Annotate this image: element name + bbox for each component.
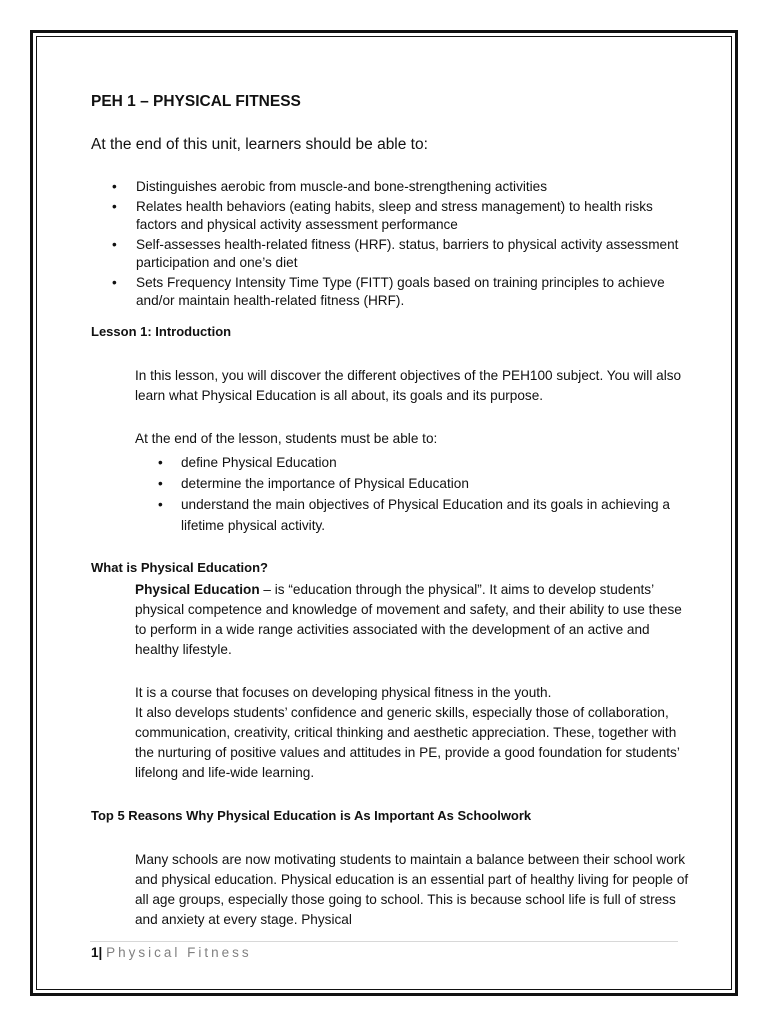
definition-term: Physical Education <box>135 582 260 597</box>
definition-paragraph: Physical Education – is “education through the physical”. It aims to develop students’ physical competence and knowledge of movement and safety, and their ability to use these to perform in a wide range activities associated with the development of an active and healthy lifestyle. <box>135 582 682 657</box>
bullet-icon: • <box>112 179 117 194</box>
list-item: • Self-assesses health-related fitness (HRF). status, barriers to physical activity assessment participation and one’s diet <box>112 237 679 270</box>
list-item: • understand the main objectives of Physical Education and its goals in achieving a lifetime physical activity. <box>158 494 678 536</box>
bullet-icon: • <box>112 237 117 252</box>
reasons-paragraph: Many schools are now motivating students to maintain a balance between their school work and physical education. Physical education is an essential part of healthy living for people of all age groups, especially those going to school. This is because school life is full of stress and anxiety at every stage. Physical <box>135 852 689 927</box>
bullet-icon: • <box>158 497 163 512</box>
list-item: • Relates health behaviors (eating habits, sleep and stress management) to health risks factors and physical activity assessment performance <box>112 199 653 232</box>
footer-separator: | <box>98 945 103 960</box>
bullet-icon: • <box>112 199 117 214</box>
lesson-goals-lead: At the end of the lesson, students must be able to: <box>135 431 438 446</box>
bullet-icon: • <box>112 275 117 290</box>
lesson-goals-list <box>158 452 678 536</box>
section-heading: What is Physical Education? <box>91 560 268 575</box>
unit-objectives-heading: At the end of this unit, learners should be able to: <box>91 136 428 153</box>
section-heading: Top 5 Reasons Why Physical Education is As Important As Schoolwork <box>91 808 532 823</box>
document-title: PEH 1 – PHYSICAL FITNESS <box>91 93 301 110</box>
unit-objectives-list <box>112 178 692 310</box>
pe-description-paragraph: It is a course that focuses on developing physical fitness in the youth. It also develops students’ confidence and generic skills, especially those of collaboration, communication, creativity, critical thinking and aesthetic appreciation. These, together with the nurturing of positive values and attitudes in PE, provide a good foundation for students’ lifelong and life-wide learning. <box>135 685 680 780</box>
footer-label: Physical Fitness <box>106 945 252 960</box>
lesson-intro-paragraph: In this lesson, you will discover the different objectives of the PEH100 subject. You will also learn what Physical Education is all about, its goals and its purpose. <box>135 368 682 403</box>
list-item: • Sets Frequency Intensity Time Type (FITT) goals based on training principles to achieve and/or maintain health-related fitness (HRF). <box>112 275 665 308</box>
page-footer <box>91 945 252 960</box>
list-item: • Distinguishes aerobic from muscle-and bone-strengthening activities <box>112 179 548 194</box>
bullet-icon: • <box>158 476 163 491</box>
page-number: 1 <box>91 945 99 960</box>
footer-divider <box>90 941 678 942</box>
list-item: • define Physical Education <box>158 452 678 473</box>
lesson-heading: Lesson 1: Introduction <box>91 324 232 339</box>
list-item: • determine the importance of Physical Education <box>158 473 678 494</box>
bullet-icon: • <box>158 455 163 470</box>
